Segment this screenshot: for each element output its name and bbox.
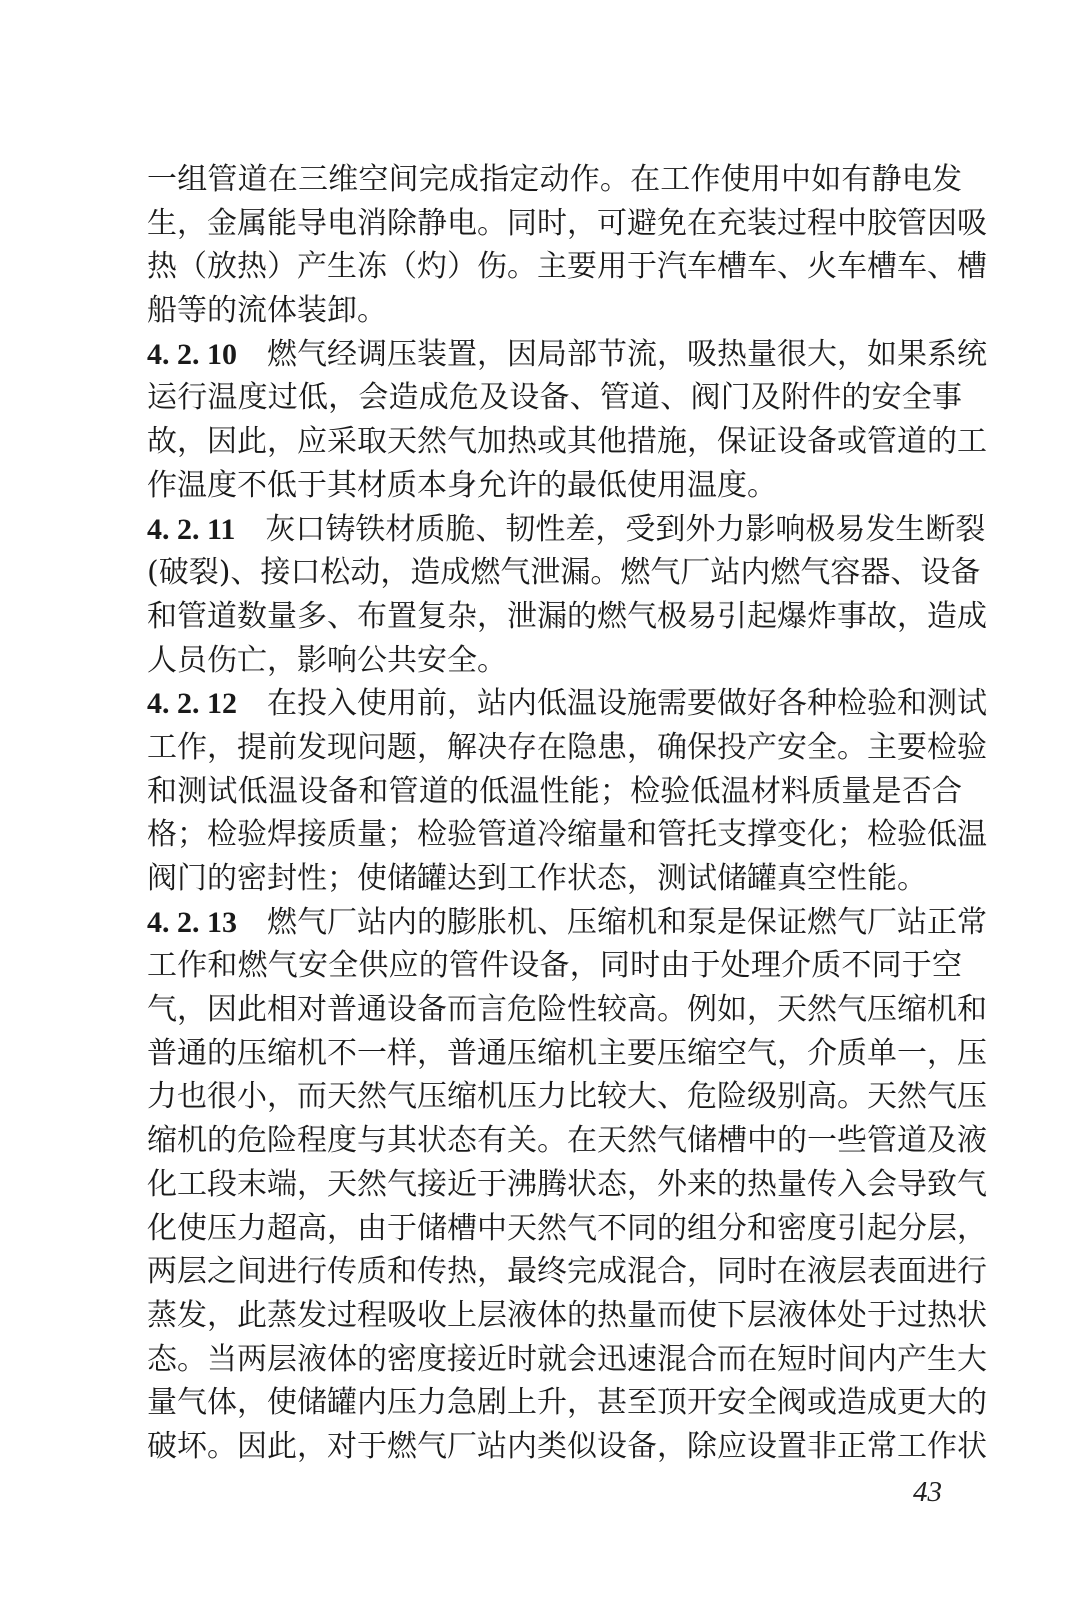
line-text: 格；检验焊接质量；检验管道冷缩量和管托支撑变化；检验低温	[147, 817, 987, 853]
line-text: 阀门的密封性；使储罐达到工作状态，测试储罐真空性能。	[147, 861, 927, 896]
line-text: 热（放热）产生冻（灼）伤。主要用于汽车槽车、火车槽车、槽	[147, 249, 987, 285]
body-text	[147, 158, 987, 1469]
text-line	[147, 1119, 987, 1163]
text-line	[147, 1250, 987, 1294]
section-first-line	[147, 333, 987, 377]
text-line	[147, 464, 962, 508]
text-line	[147, 551, 981, 595]
text-line	[147, 639, 962, 683]
line-text: 工作和燃气安全供应的管件设备，同时由于处理介质不同于空	[147, 948, 962, 984]
text-line	[147, 289, 962, 333]
text-line	[147, 988, 987, 1032]
text-line	[147, 1207, 987, 1251]
line-text: 普通的压缩机不一样，普通压缩机主要压缩空气，介质单一，压	[147, 1035, 987, 1071]
line-text: 破坏。因此，对于燃气厂站内类似设备，除应设置非正常工作状	[147, 1428, 987, 1464]
text-line	[147, 245, 987, 289]
section-number: 4. 2. 13	[147, 905, 237, 939]
line-text: 人员伤亡，影响公共安全。	[147, 642, 507, 678]
line-text: 和管道数量多、布置复杂，泄漏的燃气极易引起爆炸事故，造成	[147, 598, 987, 634]
line-text: 生，金属能导电消除静电。同时，可避免在充装过程中胶管因吸	[147, 205, 987, 241]
line-text: 灰口铸铁材质脆、韧性差，受到外力影响极易发生断裂	[265, 511, 986, 547]
section-first-line	[147, 682, 987, 726]
text-line	[147, 158, 962, 202]
line-text: 船等的流体装卸。	[147, 293, 387, 329]
line-text: 燃气厂站内的膨胀机、压缩机和泵是保证燃气厂站正常	[267, 904, 987, 940]
text-line	[147, 1338, 987, 1382]
text-line	[147, 857, 962, 901]
text-line	[147, 420, 987, 464]
text-line	[147, 1032, 987, 1076]
text-line	[147, 1075, 987, 1119]
text-line	[147, 726, 987, 770]
line-text: 两层之间进行传质和传热，最终完成混合，同时在液层表面进行	[147, 1254, 987, 1290]
line-text: 化使压力超高，由于储槽中天然气不同的组分和密度引起分层，	[147, 1210, 987, 1246]
line-text: (破裂)、接口松动，造成燃气泄漏。燃气厂站内燃气容器、设备	[147, 555, 981, 591]
text-line	[147, 813, 987, 857]
line-text: 和测试低温设备和管道的低温性能；检验低温材料质量是否合	[147, 773, 962, 809]
line-text: 故，因此，应采取天然气加热或其他措施，保证设备或管道的工	[147, 424, 987, 460]
text-line	[147, 944, 962, 988]
text-line	[147, 1425, 987, 1469]
section-first-line	[147, 901, 987, 945]
line-text: 工作，提前发现问题，解决存在隐患，确保投产安全。主要检验	[147, 729, 987, 765]
line-text: 燃气经调压装置，因局部节流，吸热量很大，如果系统	[267, 336, 987, 372]
line-text: 作温度不低于其材质本身允许的最低使用温度。	[147, 467, 777, 503]
text-line	[147, 1163, 987, 1207]
line-text: 蒸发，此蒸发过程吸收上层液体的热量而使下层液体处于过热状	[147, 1297, 987, 1333]
section-first-line	[147, 508, 986, 552]
line-text: 气，因此相对普通设备而言危险性较高。例如，天然气压缩机和	[147, 992, 987, 1028]
text-line	[147, 770, 962, 814]
line-text: 化工段末端，天然气接近于沸腾状态，外来的热量传入会导致气	[147, 1166, 987, 1202]
line-text: 力也很小，而天然气压缩机压力比较大、危险级别高。天然气压	[147, 1079, 987, 1115]
section-number: 4. 2. 11	[147, 512, 236, 546]
page-number: 43	[913, 1476, 942, 1508]
section-number: 4. 2. 12	[147, 687, 237, 721]
line-text: 在投入使用前，站内低温设施需要做好各种检验和测试	[267, 686, 987, 722]
text-line	[147, 595, 987, 639]
line-text: 态。当两层液体的密度接近时就会迅速混合而在短时间内产生大	[147, 1341, 987, 1377]
line-text: 运行温度过低，会造成危及设备、管道、阀门及附件的安全事	[147, 380, 962, 416]
line-text: 一组管道在三维空间完成指定动作。在工作使用中如有静电发	[147, 162, 962, 197]
text-line	[147, 1381, 987, 1425]
section-number: 4. 2. 10	[147, 337, 237, 371]
line-text: 量气体，使储罐内压力急剧上升，甚至顶开安全阀或造成更大的	[147, 1385, 987, 1421]
text-line	[147, 1294, 987, 1338]
text-line	[147, 376, 962, 420]
line-text: 缩机的危险程度与其状态有关。在天然气储槽中的一些管道及液	[147, 1123, 987, 1159]
text-line	[147, 202, 987, 246]
